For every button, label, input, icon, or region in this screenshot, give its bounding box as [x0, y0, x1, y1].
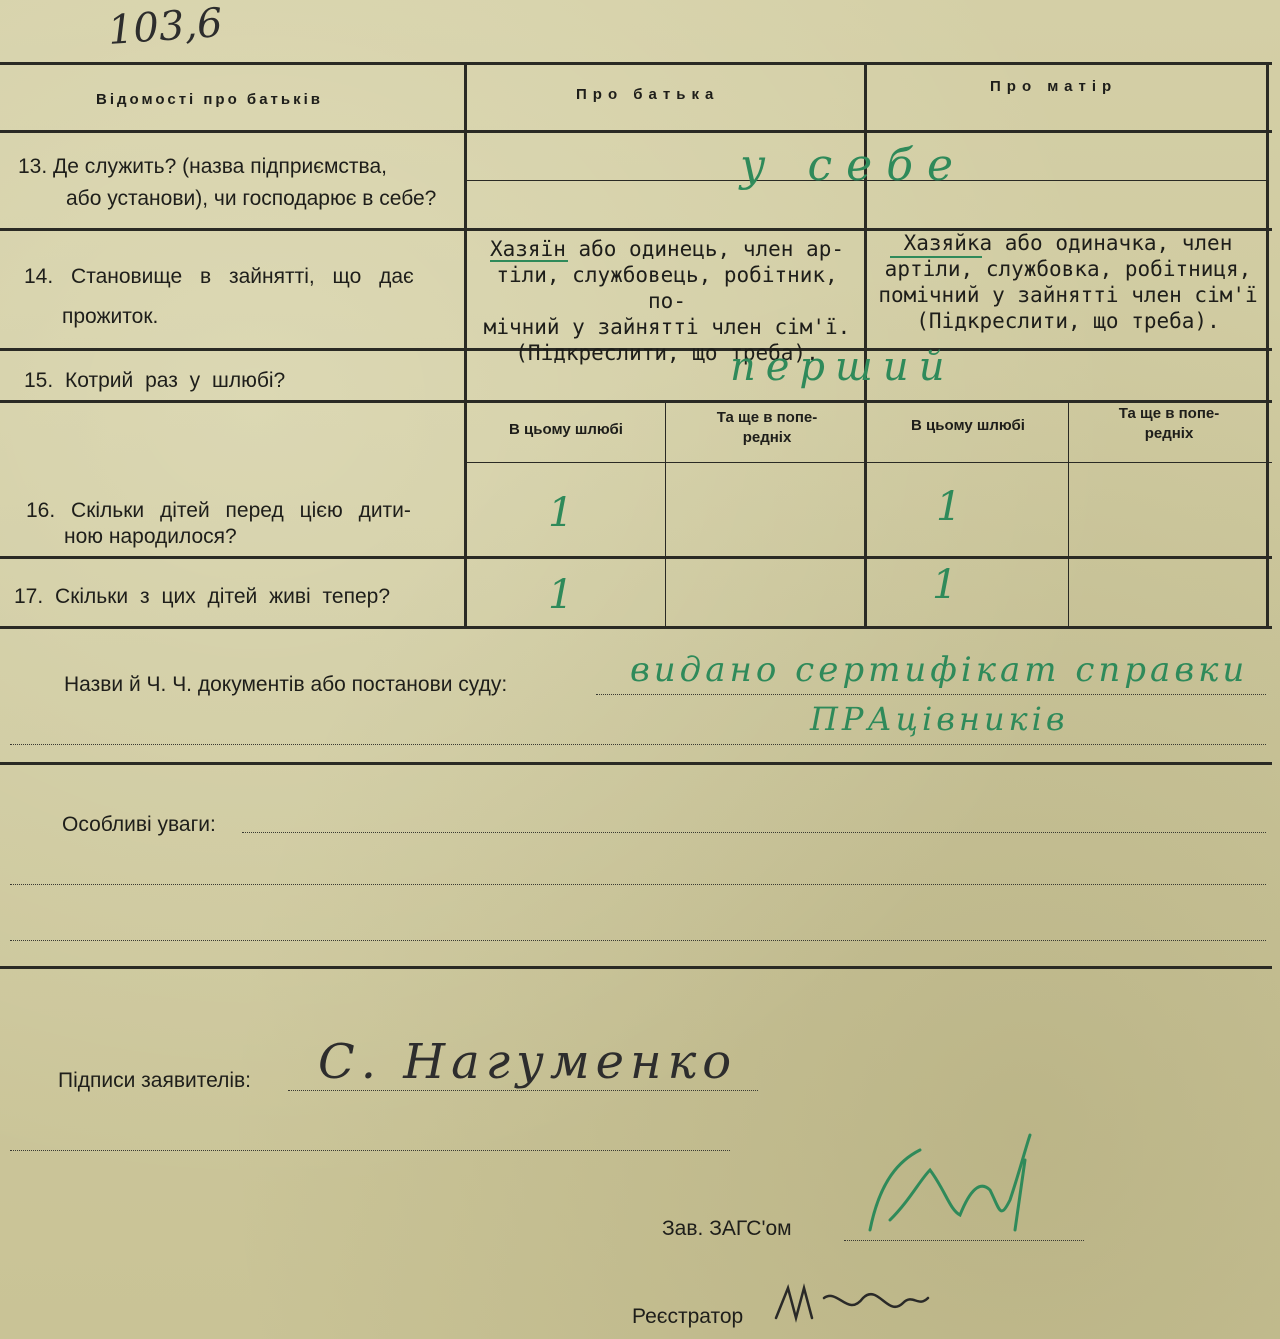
documents-separator [0, 762, 1272, 765]
subhead-father-this: В цьому шлюбі [509, 421, 623, 438]
applicants-line [288, 1090, 758, 1091]
header-col2: Про батька [576, 86, 720, 103]
q14-label-line2: прожиток. [62, 305, 159, 328]
q14-mother-line3: помічний у зайнятті член сім'ї [878, 283, 1258, 307]
documents-value-line2: ПРАцівників [810, 700, 1069, 738]
q16-father-this: 1 [548, 490, 574, 536]
q14-mother-underline [890, 256, 982, 258]
q14-mother-line1: Хазяйка або одиначка, член [903, 231, 1233, 255]
q17-mother-this: 1 [932, 562, 958, 608]
table-top-border [0, 62, 1272, 65]
subhead-mother-previous [1072, 404, 1266, 444]
header-col1: Відомості про батьків [96, 91, 323, 108]
subhead-mother-previous-line2: редніх [1144, 425, 1194, 442]
remarks-line-2 [10, 884, 1266, 885]
documents-line-1 [596, 694, 1266, 695]
q14-father-line1: Хазяїн або одинець, член ар- [489, 237, 844, 261]
q14-mother-line2: артіли, службовка, робітниця, [884, 257, 1252, 281]
q14-mother-line4: (Підкреслити, що треба). [916, 309, 1220, 333]
subhead-father-previous-line2: редніх [742, 429, 792, 446]
q14-father-line3: мічний у зайнятті член сім'ї. [483, 315, 851, 339]
q17-father-this: 1 [548, 572, 574, 618]
q13-answer: у себе [740, 140, 968, 191]
remarks-line-1 [242, 832, 1266, 833]
remarks-separator [0, 966, 1272, 969]
col-divider-mother-sub [1068, 400, 1069, 628]
q14-label-line1: 14. Становище в зайнятті, що дає [24, 265, 414, 288]
subhead-father-previous-line1: Та ще в попе- [716, 409, 818, 426]
col-divider-1 [464, 62, 467, 628]
q16-mother-this: 1 [936, 484, 962, 530]
header-col3: Про матір [990, 78, 1118, 95]
q15-answer: перший [730, 344, 955, 390]
q13-label-line2: або установи), чи господарює в себе? [66, 187, 437, 210]
subhead-father-previous [670, 408, 864, 448]
header-bottom-border [0, 130, 1272, 133]
subhead-bottom-border [466, 462, 1272, 463]
registrar-signature [768, 1278, 948, 1338]
q14-mother-text [872, 230, 1264, 334]
documents-label: Назви й Ч. Ч. документів або постанови суду: [64, 673, 508, 696]
registrar-label: Реєстратор [632, 1305, 744, 1328]
head-label: Зав. ЗАГС'ом [662, 1217, 792, 1240]
col-divider-father-sub [665, 400, 666, 628]
applicants-line-2 [10, 1150, 730, 1151]
table-right-border [1266, 62, 1269, 628]
q16-label-line1: 16. Скільки дітей перед цією дити- [26, 499, 411, 522]
table-bottom-border [0, 626, 1272, 629]
subhead-mother-previous-line1: Та ще в попе- [1118, 405, 1220, 422]
documents-line-2 [10, 744, 1266, 745]
row15-bottom-border [0, 400, 1272, 403]
q13-label-line1: 13. Де служить? (назва підприємства, [18, 155, 387, 178]
q14-father-underline [490, 260, 568, 262]
q17-label: 17. Скільки з цих дітей живі тепер? [14, 585, 390, 608]
subhead-mother-this: В цьому шлюбі [911, 417, 1025, 434]
page-number-handwritten: 103,6 [106, 0, 224, 54]
q14-father-line2: тіли, службовець, робітник, по- [496, 263, 838, 313]
remarks-line-3 [10, 940, 1266, 941]
q16-label-line2: ною народилося? [64, 525, 237, 548]
row16-bottom-border [0, 556, 1272, 559]
head-signature [850, 1120, 1050, 1250]
applicants-label: Підписи заявителів: [58, 1069, 252, 1092]
documents-value-line1: видано сертифікат справки [630, 650, 1249, 690]
applicants-signature: С. Нагуменко [318, 1034, 738, 1090]
remarks-label: Особливі уваги: [62, 813, 216, 836]
q15-label: 15. Котрий раз у шлюбі? [24, 369, 286, 392]
q14-father-line4: (Підкреслити, що треба). [515, 341, 819, 365]
